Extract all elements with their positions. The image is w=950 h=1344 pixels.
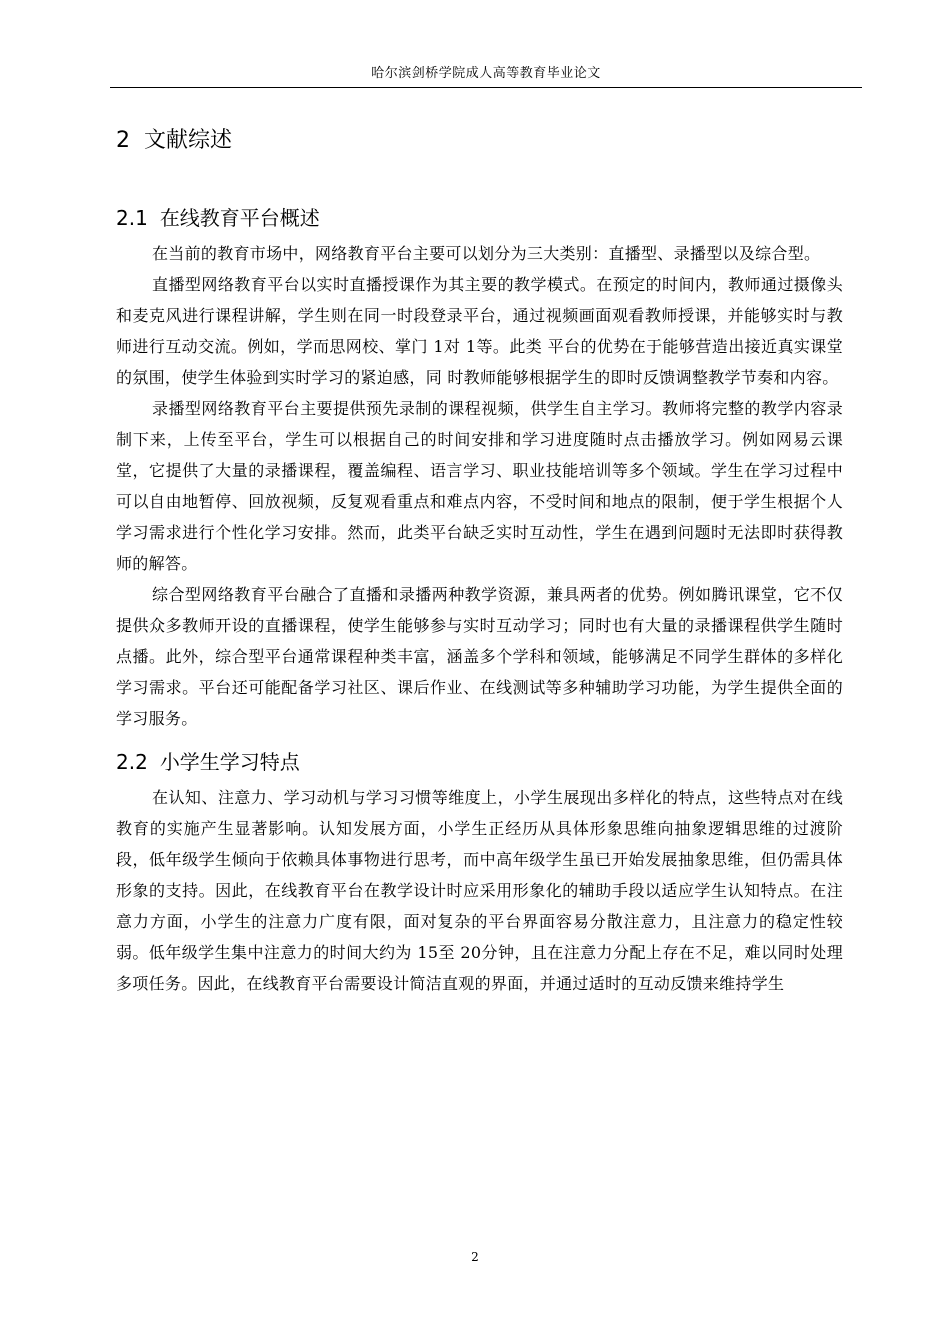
chapter-title: 文献综述 <box>144 128 233 153</box>
section-heading <box>116 742 843 782</box>
section-title: 小学生学习特点 <box>159 750 300 774</box>
section-number: 2.1 <box>116 206 148 230</box>
header-rule <box>110 87 862 88</box>
paragraph: 录播型网络教育平台主要提供预先录制的课程视频，供学生自主学习。教师将完整的教学内容录制下来，上传至平台，学生可以根据自己的时间安排和学习进度随时点击播放学习。例如网易云课堂，它提供了大量的录播课程，覆盖编程、语言学习、职业技能培训等多个领域。学生在学习过程中可以自由地暂停、回放视频，反复观看重点和难点内容，不受时间和地点的限制，便于学生根据个人学习需求进行个性化学习安排。然而，此类平台缺乏实时互动性，学生在遇到问题时无法即时获得教师的解答。 <box>116 399 843 573</box>
paragraph: 在当前的教育市场中，网络教育平台主要可以划分为三大类别：直播型、录播型以及综合型。 <box>152 244 821 263</box>
section-title: 在线教育平台概述 <box>159 206 320 230</box>
section-2-1 <box>116 198 843 734</box>
paragraph: 在认知、注意力、学习动机与学习习惯等维度上，小学生展现出多样化的特点，这些特点对在线教育的实施产生显著影响。认知发展方面，小学生正经历从具体形象思维向抽象逻辑思维的过渡阶段，低年级学生倾向于依赖具体事物进行思考，而中高年级学生虽已开始发展抽象思维，但仍需具体形象的支持。因此，在线教育平台在教学设计时应采用形象化的辅助手段以适应学生认知特点。在注意力方面，小学生的注意力广度有限，面对复杂的平台界面容易分散注意力，且注意力的稳定性较弱。低年级学生集中注意力的时间大约为 15至 20分钟，且在注意力分配上存在不足，难以同时处理多项任务。因此，在线教育平台需要设计简洁直观的界面，并通过适时的互动反馈来维持学生 <box>116 788 843 993</box>
paragraph: 直播型网络教育平台以实时直播授课作为其主要的教学模式。在预定的时间内，教师通过摄像头和麦克风进行课程讲解，学生则在同一时段登录平台，通过视频画面观看教师授课，并能够实时与教师进行互动交流。例如，学而思网校、掌门 1对 1等。此类 平台的优势在于能够营造出接近真实课堂的氛围，使学生体验到实时学习的紧迫感，同 时教师能够根据学生的即时反馈调整教学节奏和内容。 <box>116 275 843 387</box>
running-header: 哈尔滨剑桥学院成人高等教育毕业论文 <box>371 66 601 81</box>
section-2-2 <box>116 742 843 999</box>
chapter-number: 2 <box>116 128 130 153</box>
section-heading <box>116 198 843 238</box>
paragraph: 综合型网络教育平台融合了直播和录播两种教学资源，兼具两者的优势。例如腾讯课堂，它不仅提供众多教师开设的直播课程，使学生能够参与实时互动学习；同时也有大量的录播课程供学生随时点播。此外，综合型平台通常课程种类丰富，涵盖多个学科和领域，能够满足不同学生群体的多样化学习需求。平台还可能配备学习社区、课后作业、在线测试等多种辅助学习功能，为学生提供全面的学习服务。 <box>116 585 843 728</box>
section-number: 2.2 <box>116 750 148 774</box>
page-number: 2 <box>471 1250 479 1264</box>
page-content <box>116 118 843 999</box>
chapter-heading <box>116 118 843 164</box>
